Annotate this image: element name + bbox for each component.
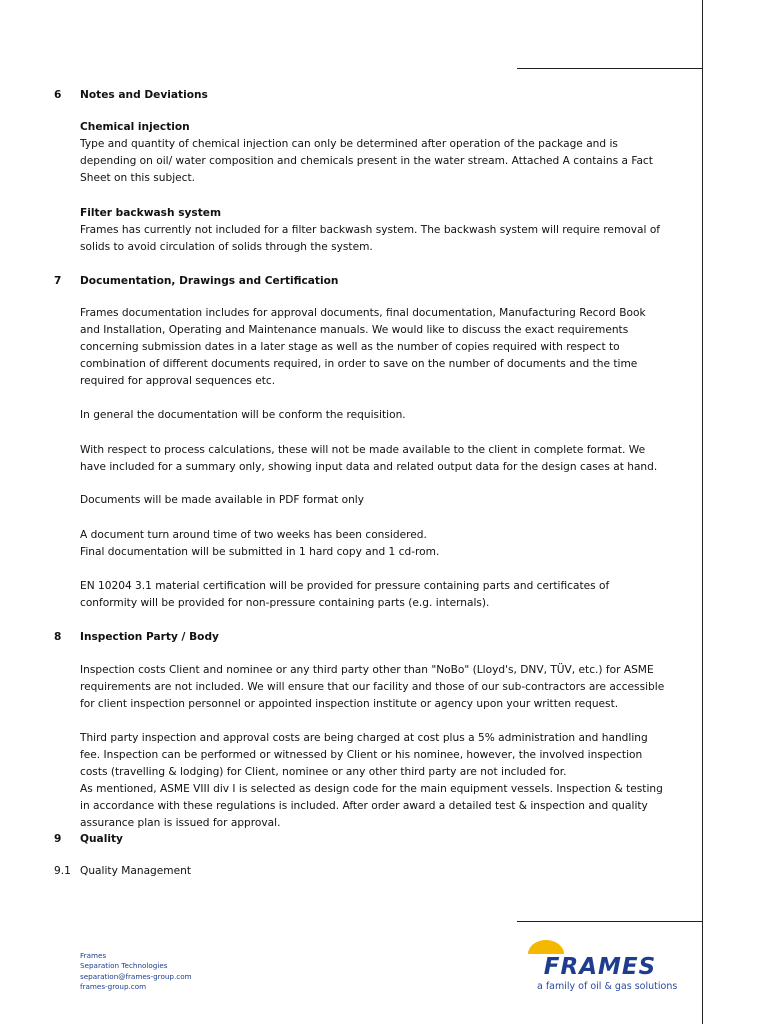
- subheading-filter-backwash: Filter backwash system: [80, 207, 221, 219]
- paragraph-documentation-requisition: In general the documentation will be conform the requisition.: [80, 409, 406, 421]
- frames-logo-graphic: [520, 940, 680, 980]
- paragraph-filter-backwash: Frames has currently not included for a filter backwash system. The backwash system will require removal of solids to avoid circulation of solids through the system.: [80, 224, 661, 253]
- paragraph-third-party-inspection: Third party inspection and approval costs are being charged at cost plus a 5% administration and handling fee. Inspection can be performed or witnessed by Client or his nominee, however, the involved inspection costs (travelling & lodging) for Client, nominee or any other third party are not included for. As mentioned, ASME VIII div I is selected as design code for the main equipment vessels. Inspection & testing in accordance with these regulations is included. After order award a detailed test & inspection and quality assurance plan is issued for approval.: [80, 732, 663, 829]
- paragraph-documentation-scope: Frames documentation includes for approval documents, final documentation, Manufacturing Record Book and Installation, Operating and Maintenance manuals. We would like to discuss the exact requirements concerning submission dates in a later stage as well as the number of copies required with respect to combination of different documents required, in order to save on the number of documents and the time required for approval sequences etc.: [80, 307, 646, 387]
- paragraph-process-calculations: With respect to process calculations, these will not be made available to the client in complete format. We have included for a summary only, showing input data and related output data for the design cases at hand.: [80, 444, 658, 473]
- paragraph-chemical-injection: Type and quantity of chemical injection can only be determined after operation of the package and is depending on oil/ water composition and chemicals present in the water stream. Attached A contains a Fact Sheet on this subject.: [80, 138, 653, 184]
- logo-tagline: a family of oil & gas solutions: [537, 981, 678, 992]
- section-heading-9: 9 Quality: [54, 833, 123, 845]
- header-rule: [517, 68, 703, 69]
- section-heading-8: 8 Inspection Party / Body: [54, 631, 219, 643]
- footer-rule: [517, 921, 703, 922]
- paragraph-certification: EN 10204 3.1 material certification will be provided for pressure containing parts and certificates of conformity will be provided for non-pressure containing parts (e.g. internals).: [80, 580, 610, 609]
- footer-division: Separation Technologies: [80, 961, 168, 971]
- footer-company: Frames: [80, 951, 107, 960]
- paragraph-turnaround: A document turn around time of two weeks has been considered. Final documentation will be submitted in 1 hard copy and 1 cd-rom.: [80, 529, 440, 558]
- footer-email: separation@frames-group.com: [80, 971, 192, 981]
- subsection-heading-9-1: 9.1 Quality Management: [54, 865, 192, 877]
- paragraph-inspection-costs: Inspection costs Client and nominee or any third party other than "NoBo" (Lloyd's, DNV, TÜV, etc.) for ASME requirements are not included. We will ensure that our facility and those of our sub-contractors are accessible for client inspection personnel or appointed inspection institute or agency upon your written request.: [80, 664, 665, 710]
- section-heading-6: 6 Notes and Deviations: [54, 89, 208, 101]
- footer-address: [80, 951, 192, 992]
- right-margin-rule: [702, 0, 703, 1024]
- section-heading-7: 7 Documentation, Drawings and Certification: [54, 275, 339, 287]
- logo-wordmark: FRAMES: [543, 954, 657, 980]
- footer-website: frames-group.com: [80, 981, 147, 991]
- logo-sun-icon: [528, 940, 564, 954]
- subheading-chemical-injection: Chemical injection: [80, 121, 190, 133]
- paragraph-pdf-format: Documents will be made available in PDF format only: [80, 494, 364, 506]
